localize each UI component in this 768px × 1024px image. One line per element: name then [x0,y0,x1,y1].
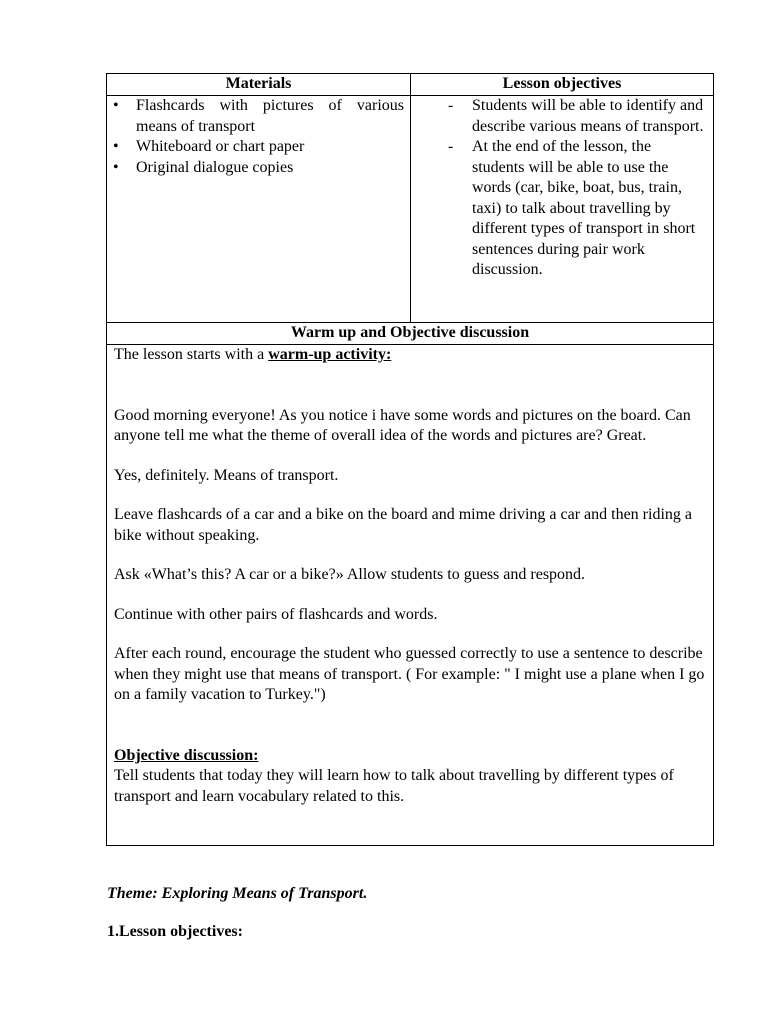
warmup-intro [114,345,705,366]
materials-item: • Flashcards with pictures of various means of transport [136,96,404,137]
objectives-header: Lesson objectives [411,74,714,96]
objectives-list [411,96,713,281]
materials-header: Materials [107,74,411,96]
materials-cell [107,96,411,323]
materials-list [107,96,410,178]
warmup-paragraph: Good morning everyone! As you notice i have some words and pictures on the board. Can anyone tell me what the theme of overall idea of the words and pictures are? Great. [114,406,691,444]
materials-item: • Original dialogue copies [136,158,404,179]
section-heading: 1.Lesson objectives: [107,923,243,940]
warmup-header: Warm up and Objective discussion [107,323,714,345]
lesson-plan-table [106,73,714,846]
objective-discussion-text: Tell students that today they will learn how to talk about travelling by different types of transport and learn vocabulary related to this. [114,767,674,805]
materials-item: • Whiteboard or chart paper [136,137,404,158]
objectives-cell [411,96,714,323]
warmup-paragraph: Ask «What’s this? A car or a bike?» Allow students to guess and respond. [114,566,586,583]
warmup-cell [107,345,714,846]
theme-line: Theme: Exploring Means of Transport. [107,885,368,902]
objective-discussion-heading: Objective discussion: [114,746,259,764]
warmup-intro-text: The lesson starts with a [114,346,269,363]
warmup-paragraph: Continue with other pairs of flashcards and words. [114,605,438,623]
objective-item: - At the end of the lesson, the students will be able to use the words (car, bike, boat, bus, train, taxi) to talk about travelling by different types of transport in short sentences during pair work discussion. [472,137,705,281]
objective-item: - Students will be able to identify and describe various means of transport. [472,96,705,137]
warmup-activity-label: warm-up activity: [268,346,392,363]
warmup-paragraph: Yes, definitely. Means of transport. [114,466,339,484]
warmup-paragraph: Leave flashcards of a car and a bike on the board and mime driving a car and then riding a bike without speaking. [114,506,692,544]
warmup-paragraph: After each round, encourage the student who guessed correctly to use a sentence to describe when they might use that means of transport. ( For example: " I might use a plane when I go on a family vacation to Turkey.") [114,645,705,703]
